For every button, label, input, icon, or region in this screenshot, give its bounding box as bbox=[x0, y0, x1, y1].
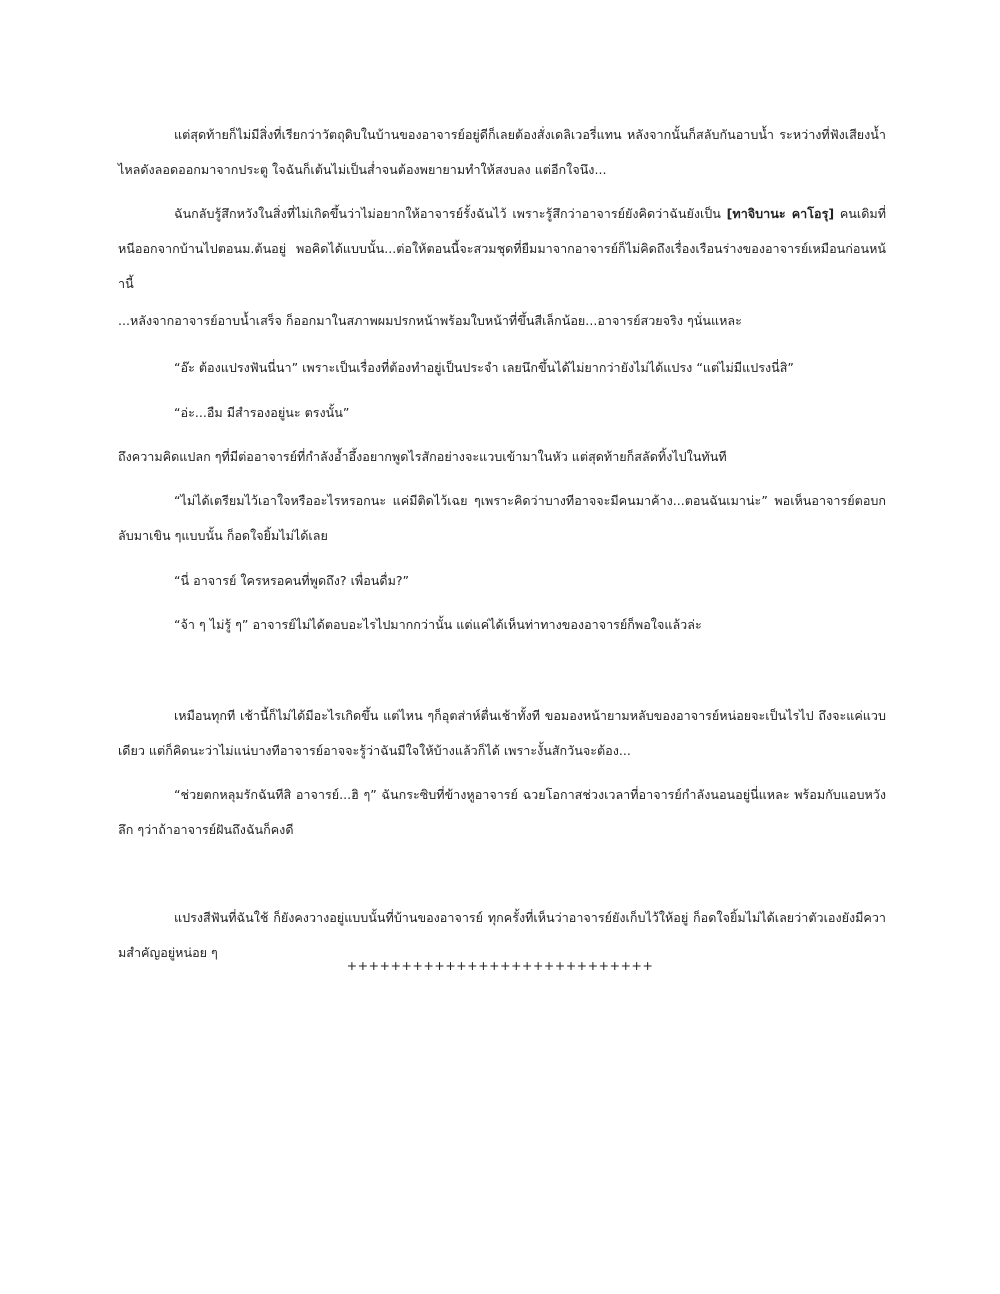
paragraph-12: แปรงสีฟันที่ฉันใช้ ก็ยังคงวางอยู่แบบนั้นที่บ้านของอาจารย์ ทุกครั้งที่เห็นว่าอาจารย์ยังเก็บไว้ให้อยู่ ก็อดใจยิ้มไม่ได้เลยว่าตัวเองยังมีความสำคัญอยู่หน่อย ๆ bbox=[118, 910, 886, 960]
paragraph-6: ถึงความคิดแปลก ๆที่มีต่ออาจารย์ที่กำลังอ้ำอึ้งอยากพูดไรสักอย่างจะแวบเข้ามาในหัว แต่สุดท้ายก็สลัดทิ้งไปในทันที bbox=[118, 449, 727, 464]
paragraph-8: “นี่ อาจารย์ ใครหรอคนที่พูดถึง? เพื่อนดื่ม?” bbox=[174, 573, 410, 588]
paragraph-3: ...หลังจากอาจารย์อาบน้ำเสร็จ ก็ออกมาในสภาพผมปรกหน้าพร้อมใบหน้าที่ขึ้นสีเล็กน้อย...อาจารย์สวยจริง ๆนั่นแหละ bbox=[118, 313, 742, 328]
paragraph-7: “ไม่ได้เตรียมไว้เอาใจหรืออะไรหรอกนะ แค่มีติดไว้เฉย ๆเพราะคิดว่าบางทีอาจจะมีคนมาค้าง...ตอนฉันเมาน่ะ” พอเห็นอาจารย์ตอบกลับมาเขิน ๆแบบนั้น ก็อดใจยิ้มไม่ได้เลย bbox=[118, 493, 886, 543]
section-separator: ++++++++++++++++++++++++++++ bbox=[346, 958, 654, 973]
paragraph-2 bbox=[118, 196, 886, 301]
paragraph-2-text-after: คนเดิมที่หนีออกจากบ้านไปตอนม.ต้นอยู่ พอคิดได้แบบนั้น...ต่อให้ตอนนี้จะสวมชุดที่ยืมมาจากอาจารย์ก็ไม่คิดถึงเรื่องเรือนร่างของอาจารย์เหมือนก่อนหน้านี้ bbox=[118, 206, 886, 291]
paragraph-5: “อ่ะ...อืม มีสำรองอยู่นะ ตรงนั้น” bbox=[174, 405, 350, 420]
paragraph-11: “ช่วยตกหลุมรักฉันทีสิ อาจารย์...ฮิ ๆ” ฉันกระซิบที่ข้างหูอาจารย์ ฉวยโอกาสช่วงเวลาที่อาจารย์กำลังนอนอยู่นี่แหละ พร้อมกับแอบหวังลึก ๆว่าถ้าอาจารย์ฝันถึงฉันก็คงดี bbox=[118, 787, 886, 837]
character-name-bold: [ทาจิบานะ คาโอรุ] bbox=[726, 206, 835, 221]
paragraph-4: “อ๊ะ ต้องแปรงฟันนี่นา” เพราะเป็นเรื่องที่ต้องทำอยู่เป็นประจำ เลยนึกขึ้นได้ไม่ยากว่ายังไม่ได้แปรง “แต่ไม่มีแปรงนี่สิ” bbox=[174, 360, 794, 375]
paragraph-2-text-before: ฉันกลับรู้สึกหวังในสิ่งที่ไม่เกิดขึ้นว่าไม่อยากให้อาจารย์รั้งฉันไว้ เพราะรู้สึกว่าอาจารย์ยังคิดว่าฉันยังเป็น bbox=[174, 206, 727, 221]
paragraph-10: เหมือนทุกที เช้านี้ก็ไม่ได้มีอะไรเกิดขึ้น แต่ไหน ๆก็อุตส่าห์ตื่นเช้าทั้งที ขอมองหน้ายามหลับของอาจารย์หน่อยจะเป็นไรไป ถึงจะแค่แวบเดียว แต่ก็คิดนะว่าไม่แน่บางทีอาจารย์อาจจะรู้ว่าฉันมีใจให้บ้างแล้วก็ได้ เพราะงั้นสักวันจะต้อง... bbox=[118, 708, 886, 758]
paragraph-9: “จ้า ๆ ไม่รู้ ๆ” อาจารย์ไม่ได้ตอบอะไรไปมากกว่านั้น แต่แค่ได้เห็นท่าทางของอาจารย์ก็พอใจแล้วล่ะ bbox=[174, 617, 702, 632]
paragraph-1: แต่สุดท้ายก็ไม่มีสิ่งที่เรียกว่าวัตถุดิบในบ้านของอาจารย์อยู่ดีก็เลยต้องสั่งเดลิเวอรี่แทน หลังจากนั้นก็สลับกันอาบน้ำ ระหว่างที่ฟังเสียงน้ำไหลดังลอดออกมาจากประตู ใจฉันก็เต้นไม่เป็นส่ำจนต้องพยายามทำให้สงบลง แต่อีกใจนึง... bbox=[118, 127, 886, 177]
